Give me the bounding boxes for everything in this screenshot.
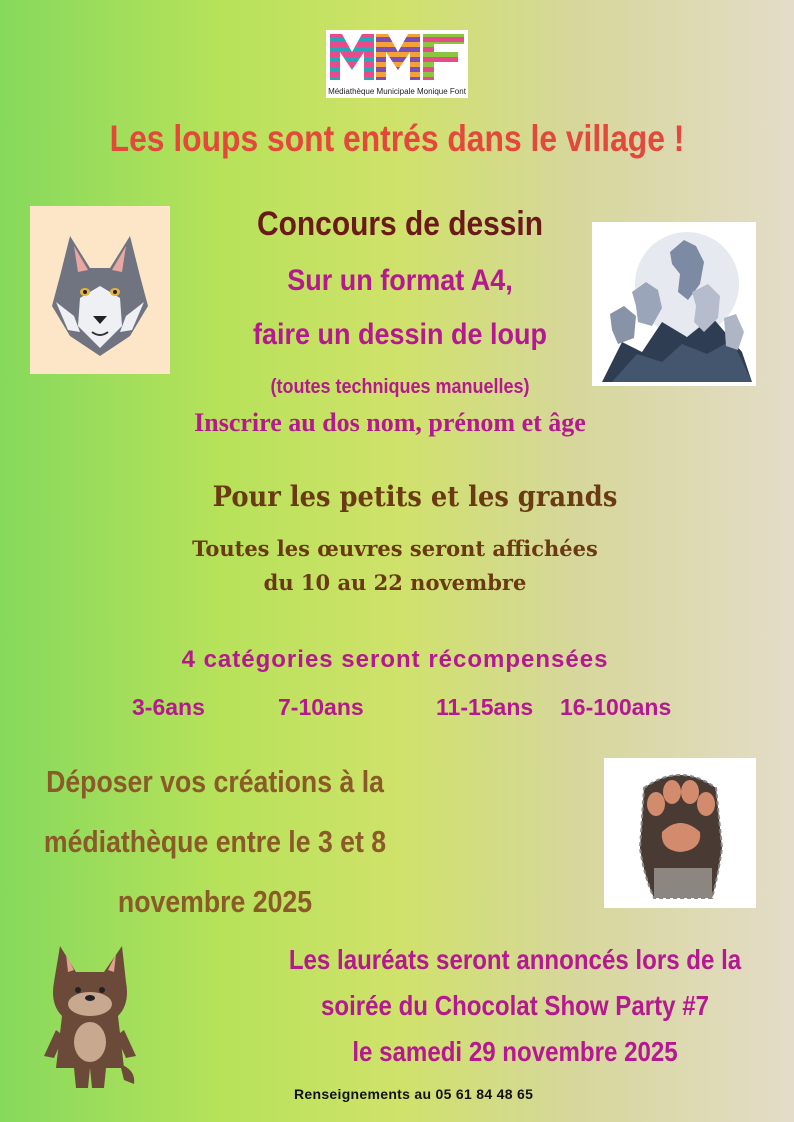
audience-line-1: Toutes les œuvres seront affichées: [192, 536, 598, 561]
wolf-head-card: [30, 206, 170, 374]
category-item: 3-6ans: [132, 694, 205, 720]
contest-heading: Concours de dessin: [257, 205, 543, 243]
cartoon-wolf: [40, 938, 140, 1094]
page-title: Les loups sont entrés dans le village !: [109, 118, 685, 159]
wolf-head-icon: [30, 206, 170, 374]
paw-card: [604, 758, 756, 908]
library-logo: [326, 30, 468, 98]
winners-line-3: le samedi 29 novembre 2025: [352, 1036, 678, 1067]
wolf-pack-card: [592, 222, 756, 386]
winners-line-2: soirée du Chocolat Show Party #7: [320, 990, 710, 1021]
contest-line-2: faire un dessin de loup: [252, 318, 548, 351]
contest-note: (toutes techniques manuelles): [270, 376, 530, 398]
deposit-line-2: médiathèque entre le 3 et 8: [43, 824, 387, 859]
audience-line-2: du 10 au 22 novembre: [263, 570, 527, 595]
category-item: 7-10ans: [278, 694, 364, 720]
category-item: 11-15ans: [436, 694, 534, 720]
contact-info: Renseignements au 05 61 84 48 65: [294, 1086, 534, 1102]
category-item: 16-100ans: [560, 694, 672, 720]
wolf-paw-icon: [604, 758, 756, 908]
cartoon-wolf-icon: [40, 938, 140, 1094]
mmf-logo-icon: [328, 32, 466, 82]
contest-line-1: Sur un format A4,: [287, 264, 513, 297]
deposit-line-3: novembre 2025: [117, 884, 313, 919]
logo-letters-graphic: [328, 32, 466, 82]
contest-line-3: Inscrire au dos nom, prénom et âge: [194, 408, 586, 437]
deposit-line-1: Déposer vos créations à la: [46, 764, 384, 799]
audience-heading: Pour les petits et les grands: [212, 480, 618, 513]
logo-subtitle: Médiathèque Municipale Monique Font: [328, 87, 466, 96]
categories-heading: 4 catégories seront récompensées: [181, 646, 609, 673]
wolf-pack-icon: [592, 222, 756, 386]
winners-line-1: Les lauréats seront annoncés lors de la: [288, 944, 742, 975]
